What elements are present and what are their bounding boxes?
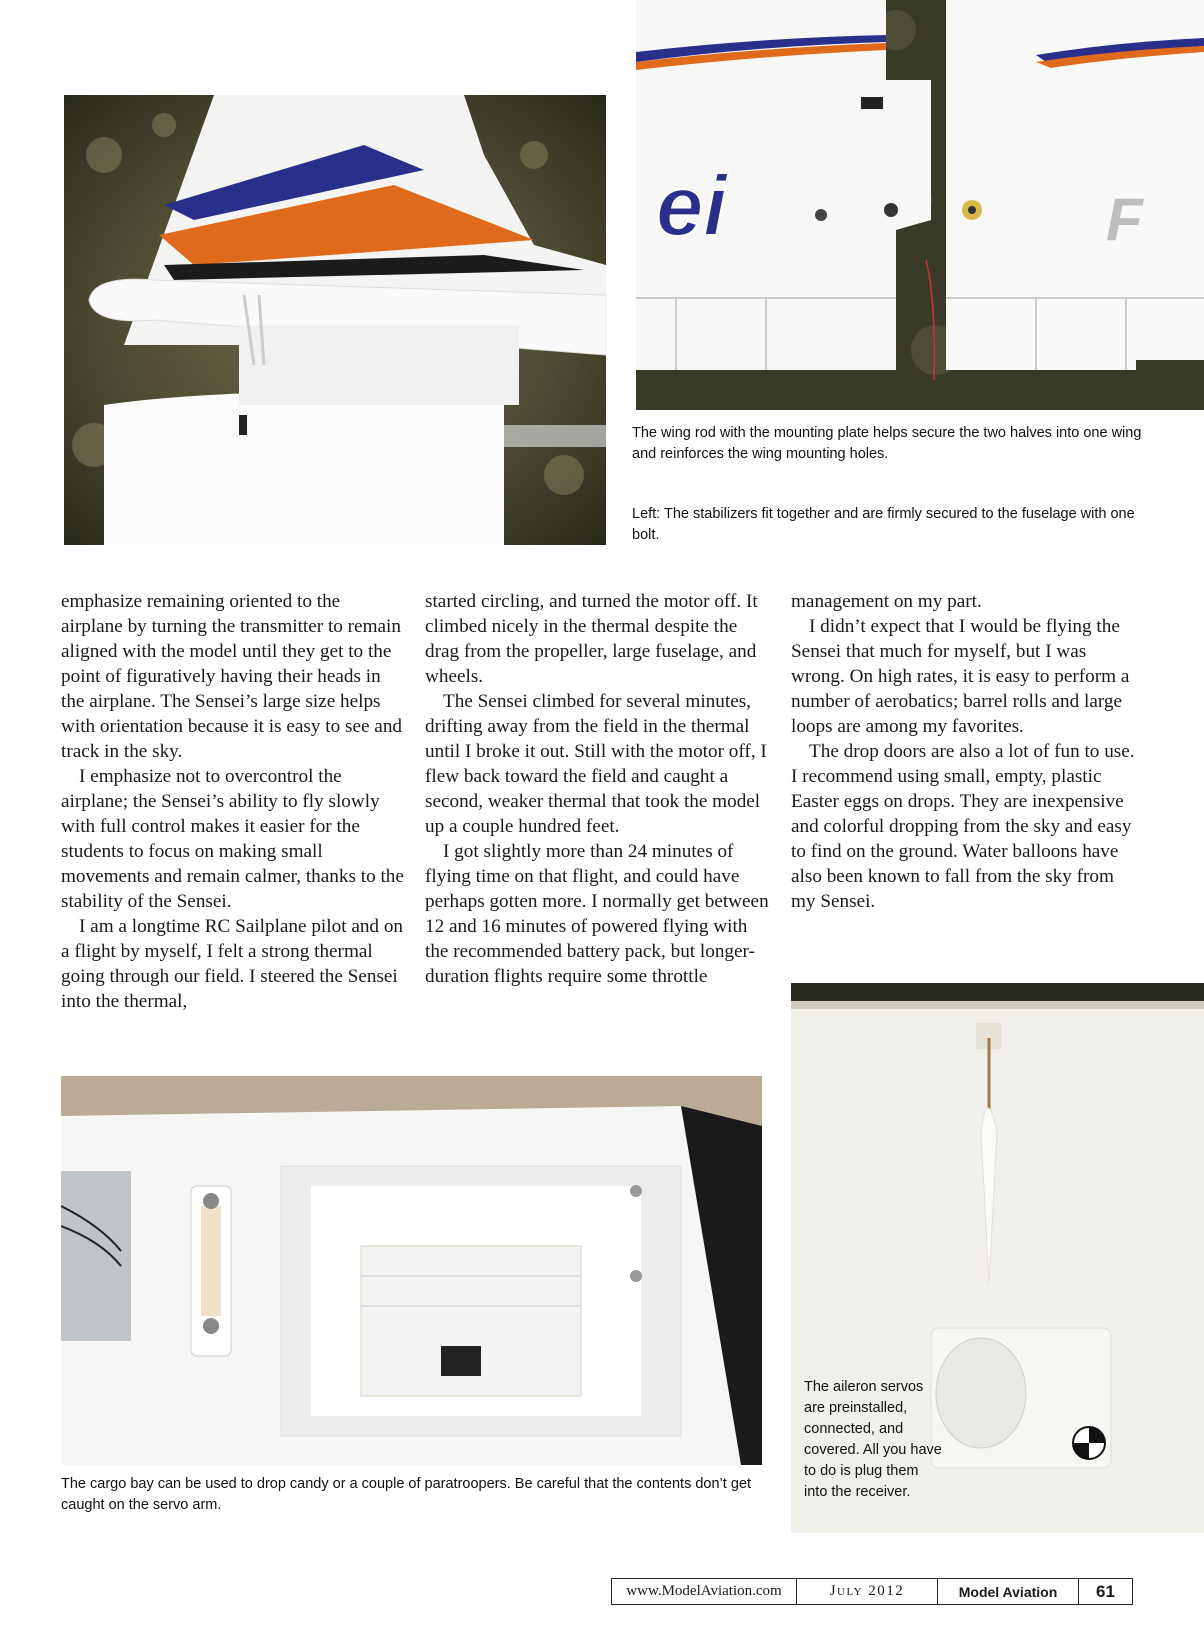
caption-aileron-servos: The aileron servos are preinstalled, connected, and covered. All you have to do is plug them into the receiver.: [804, 1379, 942, 1500]
photo-cargo-bay: [61, 1076, 762, 1465]
paragraph: management on my part.: [791, 591, 982, 612]
wing-logo-right: F: [1106, 186, 1143, 253]
paragraph: The Sensei climbed for several minutes, drifting away from the field in the thermal until I broke it out. Still with the motor off, I flew back toward the field and caught a second, weaker thermal that took the model up a couple hundred feet.: [425, 691, 767, 837]
photo-stabilizer: [64, 95, 606, 545]
footer-magazine: Model Aviation: [938, 1579, 1079, 1604]
footer-date: July 2012: [797, 1579, 938, 1604]
caption-cargo-bay: The cargo bay can be used to drop candy or a couple of paratroopers. Be careful that the contents don’t get caught on the servo arm.: [61, 1476, 751, 1513]
footer-url: www.ModelAviation.com: [612, 1579, 797, 1604]
caption-wing-rod: The wing rod with the mounting plate helps secure the two halves into one wing and reinforces the wing mounting holes.: [632, 425, 1142, 462]
photo-wing-halves: [636, 0, 1204, 410]
paragraph: I got slightly more than 24 minutes of flying time on that flight, and could have perhaps gotten more. I normally get between 12 and 16 minutes of powered flying with the recommended battery pack, but longer-duration flights require some throttle: [425, 841, 769, 987]
paragraph: emphasize remaining oriented to the airplane by turning the transmitter to remain aligned with the model until they get to the point of figuratively having their heads in the airplane. The Sensei’s large size helps with orientation because it is easy to see and track in the sky.: [61, 591, 403, 762]
paragraph: I emphasize not to overcontrol the airplane; the Sensei’s ability to fly slowly with full control makes it easier for the students to focus on making small movements and remain calmer, thanks to the stability of the Sensei.: [61, 766, 404, 912]
paragraph: The drop doors are also a lot of fun to use. I recommend using small, empty, plastic Easter eggs on drops. They are inexpensive and colorful dropping from the sky and easy to find on the ground. Water balloons have also been known to fall from the sky from my Sensei.: [791, 741, 1135, 912]
wing-logo: ei: [656, 159, 727, 254]
paragraph: started circling, and turned the motor off. It climbed nicely in the thermal despite the drag from the propeller, large fuselage, and wheels.: [425, 591, 758, 687]
page-number: 61: [1096, 1581, 1115, 1601]
text-column-3: [791, 589, 1136, 914]
caption-stabilizers: Left: The stabilizers fit together and are firmly secured to the fuselage with one bolt.: [632, 506, 1135, 543]
paragraph: I didn’t expect that I would be flying the Sensei that much for myself, but I was wrong. On high rates, it is easy to perform a number of aerobatics; barrel rolls and large loops are among my favorites.: [791, 616, 1130, 737]
paragraph: I am a longtime RC Sailplane pilot and on a flight by myself, I felt a strong thermal going through our field. I steered the Sensei into the thermal,: [61, 916, 404, 1012]
text-column-1: [61, 589, 406, 1014]
text-column-2: [425, 589, 770, 989]
page-footer: [611, 1578, 1133, 1605]
